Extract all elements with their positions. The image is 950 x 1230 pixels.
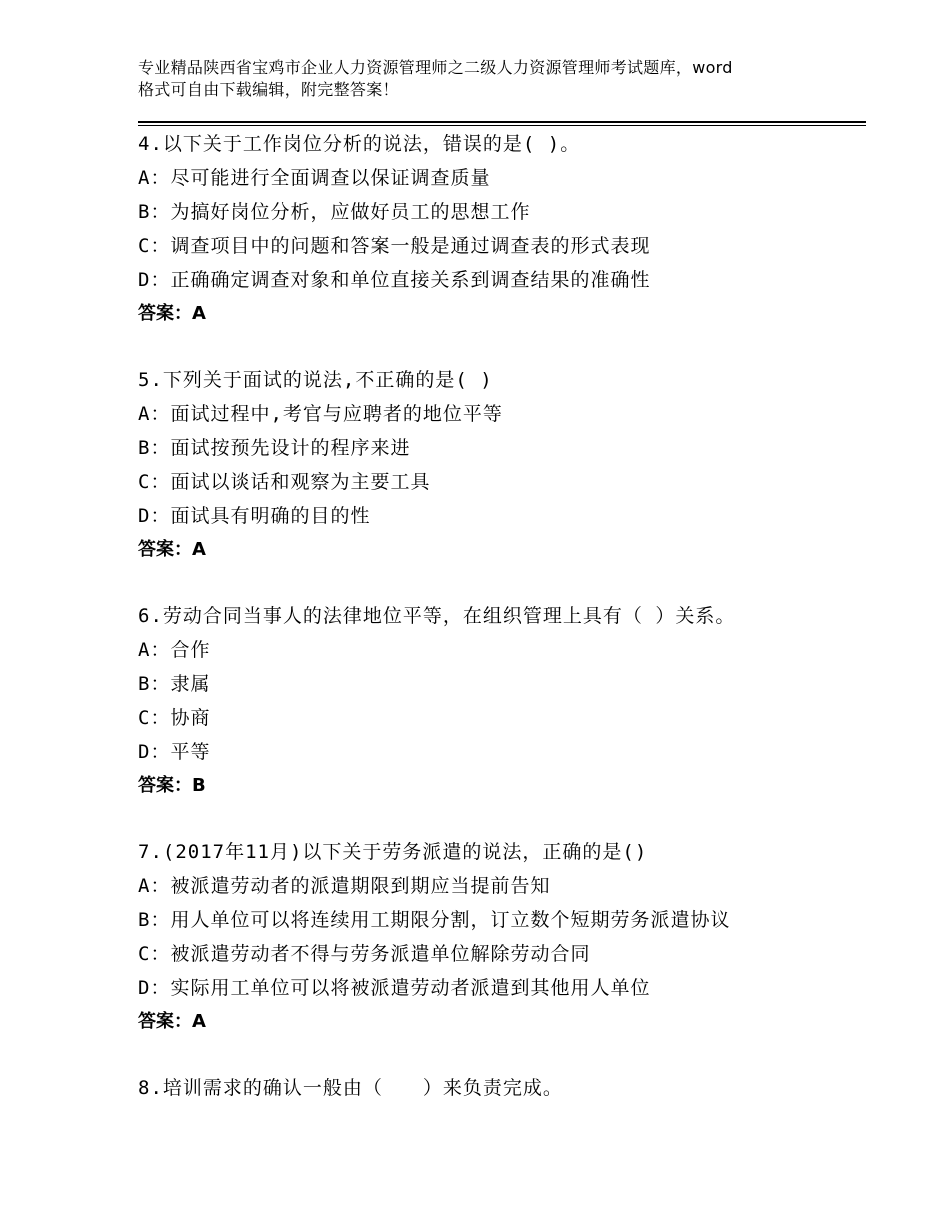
option-b: B：面试按预先设计的程序来进 — [138, 437, 411, 459]
option-b: B：用人单位可以将连续用工期限分割，订立数个短期劳务派遣协议 — [138, 909, 731, 931]
header-divider-thin — [138, 125, 866, 126]
option-c: C：调查项目中的问题和答案一般是通过调查表的形式表现 — [138, 235, 651, 257]
question-7 — [138, 835, 866, 1039]
question-4 — [138, 127, 866, 331]
option-a: A：面试过程中,考官与应聘者的地位平等 — [138, 403, 503, 425]
option-d: D：平等 — [138, 741, 211, 763]
answer-label: 答案：A — [138, 303, 206, 324]
option-c: C：面试以谈话和观察为主要工具 — [138, 471, 431, 493]
document-header — [138, 57, 828, 101]
header-line-1: 专业精品陕西省宝鸡市企业人力资源管理师之二级人力资源管理师考试题库，word — [138, 58, 733, 77]
header-line-2: 格式可自由下载编辑，附完整答案！ — [138, 80, 399, 99]
option-c: C：被派遣劳动者不得与劳务派遣单位解除劳动合同 — [138, 943, 591, 965]
question-5 — [138, 363, 866, 567]
question-stem: 6.劳动合同当事人的法律地位平等，在组织管理上具有（ ）关系。 — [138, 605, 736, 627]
option-a: A：合作 — [138, 639, 211, 661]
option-a: A：被派遣劳动者的派遣期限到期应当提前告知 — [138, 875, 551, 897]
question-6 — [138, 599, 866, 803]
question-stem: 8.培训需求的确认一般由（ ）来负责完成。 — [138, 1077, 563, 1099]
question-list — [138, 127, 866, 1137]
option-c: C：协商 — [138, 707, 211, 729]
question-stem: 4.以下关于工作岗位分析的说法，错误的是( )。 — [138, 133, 581, 155]
option-a: A：尽可能进行全面调查以保证调查质量 — [138, 167, 491, 189]
option-b: B：为搞好岗位分析，应做好员工的思想工作 — [138, 201, 531, 223]
option-d: D：面试具有明确的目的性 — [138, 505, 371, 527]
question-8 — [138, 1071, 866, 1105]
question-stem: 7.(2017年11月)以下关于劳务派遣的说法，正确的是() — [138, 841, 648, 863]
answer-label: 答案：B — [138, 775, 206, 796]
option-b: B：隶属 — [138, 673, 211, 695]
answer-label: 答案：A — [138, 539, 206, 560]
question-stem: 5.下列关于面试的说法,不正确的是( ) — [138, 369, 493, 391]
option-d: D：实际用工单位可以将被派遣劳动者派遣到其他用人单位 — [138, 977, 651, 999]
header-divider-thick — [138, 121, 866, 123]
answer-label: 答案：A — [138, 1011, 206, 1032]
option-d: D：正确确定调查对象和单位直接关系到调查结果的准确性 — [138, 269, 651, 291]
